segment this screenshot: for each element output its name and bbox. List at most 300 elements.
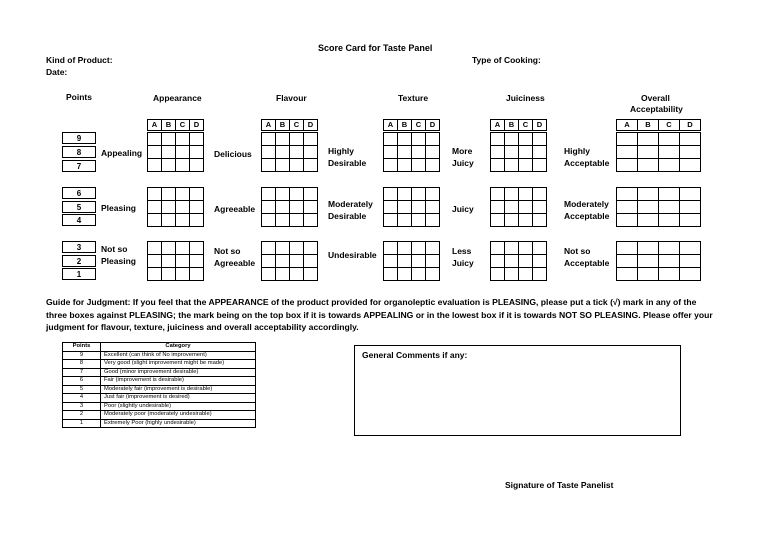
score-checkbox[interactable]: [491, 188, 505, 201]
score-checkbox[interactable]: [276, 242, 290, 255]
score-checkbox[interactable]: [680, 268, 701, 281]
score-checkbox[interactable]: [638, 159, 659, 172]
points-cell: 4: [63, 394, 101, 403]
point-3: 3: [62, 241, 96, 253]
score-checkbox[interactable]: [491, 255, 505, 268]
score-checkbox[interactable]: [262, 255, 276, 268]
category-column-header: Category: [101, 343, 256, 352]
score-checkbox[interactable]: [426, 146, 440, 159]
score-checkbox[interactable]: [412, 268, 426, 281]
score-checkbox[interactable]: [426, 214, 440, 227]
score-checkbox[interactable]: [176, 201, 190, 214]
category-cell: Poor (slightly undesirable): [101, 402, 256, 411]
score-checkbox[interactable]: [426, 201, 440, 214]
score-checkbox[interactable]: [262, 146, 276, 159]
score-checkbox[interactable]: [276, 133, 290, 146]
point-8: 8: [62, 146, 96, 158]
texture-score-grid-band-2: [383, 187, 440, 227]
category-cell: Good (minor improvement desirable): [101, 368, 256, 377]
score-checkbox[interactable]: [505, 201, 519, 214]
points-column-header: Points: [63, 343, 101, 352]
score-checkbox[interactable]: [680, 159, 701, 172]
score-checkbox[interactable]: [533, 268, 547, 281]
point-7: 7: [62, 160, 96, 172]
score-checkbox[interactable]: [617, 188, 638, 201]
flavour-subheader: [261, 119, 318, 131]
category-cell: Extremely Poor (highly undesirable): [101, 419, 256, 428]
score-checkbox[interactable]: [505, 146, 519, 159]
score-checkbox[interactable]: [398, 255, 412, 268]
score-checkbox[interactable]: [162, 201, 176, 214]
score-checkbox[interactable]: [491, 201, 505, 214]
guide-line-2: three boxes against PLEASING; the mark being on the top box if it is towards APPEALING or in the lowest box if it is towards NOT SO PLEASING. Please offer your: [46, 309, 713, 320]
subcol-b: B: [398, 120, 412, 131]
score-checkbox[interactable]: [148, 188, 162, 201]
score-checkbox[interactable]: [148, 242, 162, 255]
score-checkbox[interactable]: [638, 133, 659, 146]
score-checkbox[interactable]: [162, 214, 176, 227]
score-checkbox[interactable]: [262, 214, 276, 227]
score-checkbox[interactable]: [162, 242, 176, 255]
points-cell: 3: [63, 402, 101, 411]
score-checkbox[interactable]: [533, 159, 547, 172]
score-checkbox[interactable]: [176, 242, 190, 255]
score-checkbox[interactable]: [190, 201, 204, 214]
score-checkbox[interactable]: [412, 133, 426, 146]
score-checkbox[interactable]: [262, 159, 276, 172]
score-checkbox[interactable]: [519, 159, 533, 172]
score-checkbox[interactable]: [638, 214, 659, 227]
score-checkbox[interactable]: [638, 188, 659, 201]
score-checkbox[interactable]: [162, 255, 176, 268]
score-checkbox[interactable]: [290, 146, 304, 159]
juiciness-header: Juiciness: [506, 93, 545, 103]
texture-band-2-label-line1: Moderately: [328, 199, 373, 209]
score-checkbox[interactable]: [412, 201, 426, 214]
subcol-d: D: [533, 120, 547, 131]
score-checkbox[interactable]: [426, 268, 440, 281]
overall-band-2-label-line1: Moderately: [564, 199, 609, 209]
texture-score-grid-band-3: [383, 241, 440, 281]
score-checkbox[interactable]: [190, 268, 204, 281]
overall-band-3-label-line1: Not so: [564, 246, 591, 256]
flavour-score-grid-band-3: [261, 241, 318, 281]
overall-score-grid-band-3: [616, 241, 701, 281]
texture-band-3-label: Undesirable: [328, 250, 377, 260]
table-row: [63, 411, 256, 420]
score-checkbox[interactable]: [638, 146, 659, 159]
score-checkbox[interactable]: [519, 201, 533, 214]
score-checkbox[interactable]: [491, 268, 505, 281]
score-checkbox[interactable]: [519, 214, 533, 227]
table-row: [63, 402, 256, 411]
category-cell: Very good (slight improvement might be made): [101, 360, 256, 369]
subcol-a: A: [491, 120, 505, 131]
score-checkbox[interactable]: [398, 146, 412, 159]
juiciness-band-1-label-line1: More: [452, 146, 473, 156]
score-checkbox[interactable]: [398, 268, 412, 281]
score-checkbox[interactable]: [290, 201, 304, 214]
score-checkbox[interactable]: [638, 255, 659, 268]
score-checkbox[interactable]: [276, 146, 290, 159]
flavour-band-2-label: Agreeable: [214, 204, 256, 214]
score-checkbox[interactable]: [304, 201, 318, 214]
overall-band-2-label-line2: Acceptable: [564, 211, 610, 221]
points-cell: 5: [63, 385, 101, 394]
subcol-a: A: [148, 120, 162, 131]
point-1: 1: [62, 268, 96, 280]
score-checkbox[interactable]: [190, 255, 204, 268]
subcol-d: D: [680, 120, 701, 131]
subcol-c: C: [176, 120, 190, 131]
texture-header: Texture: [398, 93, 429, 103]
points-cell: 6: [63, 377, 101, 386]
score-checkbox[interactable]: [176, 159, 190, 172]
score-checkbox[interactable]: [190, 188, 204, 201]
score-checkbox[interactable]: [398, 214, 412, 227]
flavour-score-grid-band-1: [261, 132, 318, 172]
score-checkbox[interactable]: [617, 255, 638, 268]
score-checkbox[interactable]: [384, 146, 398, 159]
score-checkbox[interactable]: [638, 242, 659, 255]
score-checkbox[interactable]: [412, 255, 426, 268]
subcol-b: B: [162, 120, 176, 131]
score-checkbox[interactable]: [176, 268, 190, 281]
score-checkbox[interactable]: [533, 214, 547, 227]
subcol-c: C: [659, 120, 680, 131]
score-checkbox[interactable]: [505, 268, 519, 281]
general-comments-box[interactable]: [354, 345, 681, 436]
score-checkbox[interactable]: [505, 159, 519, 172]
score-checkbox[interactable]: [176, 146, 190, 159]
score-checkbox[interactable]: [491, 214, 505, 227]
overall-subheader: [616, 119, 701, 131]
score-checkbox[interactable]: [617, 201, 638, 214]
score-checkbox[interactable]: [384, 133, 398, 146]
category-cell: Moderately fair (improvement is desirable): [101, 385, 256, 394]
point-6: 6: [62, 187, 96, 199]
flavour-band-3-label-line2: Agreeable: [214, 258, 256, 268]
point-2: 2: [62, 255, 96, 267]
juiciness-score-grid-band-2: [490, 187, 547, 227]
score-checkbox[interactable]: [162, 188, 176, 201]
score-checkbox[interactable]: [148, 133, 162, 146]
subcol-a: A: [262, 120, 276, 131]
score-checkbox[interactable]: [304, 159, 318, 172]
score-checkbox[interactable]: [617, 133, 638, 146]
texture-band-1-label-line1: Highly: [328, 146, 354, 156]
points-cell: 7: [63, 368, 101, 377]
score-checkbox[interactable]: [262, 188, 276, 201]
texture-subheader: [383, 119, 440, 131]
score-checkbox[interactable]: [398, 201, 412, 214]
score-checkbox[interactable]: [190, 146, 204, 159]
juiciness-subheader: [490, 119, 547, 131]
points-cell: 9: [63, 351, 101, 360]
score-checkbox[interactable]: [162, 268, 176, 281]
score-checkbox[interactable]: [304, 214, 318, 227]
score-checkbox[interactable]: [384, 201, 398, 214]
score-checkbox[interactable]: [398, 133, 412, 146]
score-checkbox[interactable]: [290, 255, 304, 268]
points-category-table: [62, 342, 256, 428]
score-checkbox[interactable]: [384, 214, 398, 227]
appearance-header: Appearance: [153, 93, 202, 103]
score-checkbox[interactable]: [276, 214, 290, 227]
score-checkbox[interactable]: [426, 133, 440, 146]
texture-band-2-label-line2: Desirable: [328, 211, 367, 221]
flavour-score-grid-band-2: [261, 187, 318, 227]
score-checkbox[interactable]: [426, 159, 440, 172]
score-checkbox[interactable]: [491, 133, 505, 146]
score-checkbox[interactable]: [162, 159, 176, 172]
score-checkbox[interactable]: [680, 242, 701, 255]
score-checkbox[interactable]: [617, 242, 638, 255]
score-checkbox[interactable]: [162, 133, 176, 146]
score-checkbox[interactable]: [659, 255, 680, 268]
score-checkbox[interactable]: [304, 255, 318, 268]
table-row: [63, 360, 256, 369]
points-cell: 2: [63, 411, 101, 420]
subcol-c: C: [519, 120, 533, 131]
score-checkbox[interactable]: [659, 188, 680, 201]
subcol-b: B: [276, 120, 290, 131]
texture-score-grid-band-1: [383, 132, 440, 172]
score-checkbox[interactable]: [412, 146, 426, 159]
score-checkbox[interactable]: [398, 188, 412, 201]
score-checkbox[interactable]: [426, 242, 440, 255]
score-checkbox[interactable]: [384, 255, 398, 268]
score-checkbox[interactable]: [617, 214, 638, 227]
score-checkbox[interactable]: [680, 201, 701, 214]
point-4: 4: [62, 214, 96, 226]
score-checkbox[interactable]: [659, 133, 680, 146]
score-checkbox[interactable]: [491, 242, 505, 255]
score-checkbox[interactable]: [148, 159, 162, 172]
score-checkbox[interactable]: [290, 188, 304, 201]
score-checkbox[interactable]: [398, 242, 412, 255]
score-checkbox[interactable]: [176, 255, 190, 268]
score-checkbox[interactable]: [519, 146, 533, 159]
score-checkbox[interactable]: [176, 214, 190, 227]
flavour-band-3-label-line1: Not so: [214, 246, 241, 256]
table-row: [63, 419, 256, 428]
score-checkbox[interactable]: [304, 188, 318, 201]
score-checkbox[interactable]: [659, 214, 680, 227]
score-checkbox[interactable]: [638, 268, 659, 281]
score-checkbox[interactable]: [533, 146, 547, 159]
juiciness-band-2-label: Juicy: [452, 204, 474, 214]
overall-header-line1: Overall: [641, 93, 670, 103]
score-checkbox[interactable]: [190, 133, 204, 146]
table-row: [63, 351, 256, 360]
score-checkbox[interactable]: [148, 255, 162, 268]
score-checkbox[interactable]: [533, 188, 547, 201]
score-checkbox[interactable]: [617, 159, 638, 172]
subcol-c: C: [412, 120, 426, 131]
overall-band-3-label-line2: Acceptable: [564, 258, 610, 268]
appearance-band-3-label-line2: Pleasing: [101, 256, 136, 266]
score-checkbox[interactable]: [384, 268, 398, 281]
score-checkbox[interactable]: [276, 255, 290, 268]
score-checkbox[interactable]: [190, 159, 204, 172]
appearance-subheader: [147, 119, 204, 131]
score-checkbox[interactable]: [384, 159, 398, 172]
score-checkbox[interactable]: [276, 268, 290, 281]
score-checkbox[interactable]: [680, 255, 701, 268]
point-5: 5: [62, 201, 96, 213]
appearance-band-1-label: Appealing: [101, 148, 143, 158]
table-row: [63, 368, 256, 377]
score-checkbox[interactable]: [680, 214, 701, 227]
points-header: Points: [66, 92, 92, 102]
subcol-b: B: [638, 120, 659, 131]
score-checkbox[interactable]: [505, 255, 519, 268]
score-checkbox[interactable]: [276, 201, 290, 214]
score-checkbox[interactable]: [262, 201, 276, 214]
score-checkbox[interactable]: [276, 159, 290, 172]
score-checkbox[interactable]: [276, 188, 290, 201]
score-checkbox[interactable]: [680, 133, 701, 146]
signature-label: Signature of Taste Panelist: [505, 480, 614, 490]
subcol-d: D: [190, 120, 204, 131]
score-checkbox[interactable]: [190, 214, 204, 227]
score-checkbox[interactable]: [505, 214, 519, 227]
subcol-a: A: [617, 120, 638, 131]
score-checkbox[interactable]: [519, 255, 533, 268]
score-checkbox[interactable]: [262, 242, 276, 255]
score-checkbox[interactable]: [638, 201, 659, 214]
texture-band-1-label-line2: Desirable: [328, 158, 367, 168]
score-checkbox[interactable]: [290, 133, 304, 146]
flavour-band-1-label: Delicious: [214, 149, 252, 159]
score-checkbox[interactable]: [148, 201, 162, 214]
appearance-band-3-label-line1: Not so: [101, 244, 128, 254]
subcol-d: D: [426, 120, 440, 131]
score-checkbox[interactable]: [412, 242, 426, 255]
appearance-score-grid-band-2: [147, 187, 204, 227]
score-checkbox[interactable]: [290, 242, 304, 255]
overall-score-grid-band-1: [616, 132, 701, 172]
score-checkbox[interactable]: [533, 201, 547, 214]
score-checkbox[interactable]: [659, 201, 680, 214]
table-row: [63, 385, 256, 394]
score-checkbox[interactable]: [505, 242, 519, 255]
appearance-score-grid-band-3: [147, 241, 204, 281]
subcol-c: C: [290, 120, 304, 131]
subcol-a: A: [384, 120, 398, 131]
table-row: [63, 377, 256, 386]
score-checkbox[interactable]: [533, 242, 547, 255]
points-cell: 8: [63, 360, 101, 369]
points-cell: 1: [63, 419, 101, 428]
score-checkbox[interactable]: [519, 268, 533, 281]
overall-band-1-label-line2: Acceptable: [564, 158, 610, 168]
guide-line-3: judgment for flavour, texture, juiciness and overall acceptability accordingly.: [46, 322, 359, 332]
guide-line-1: Guide for Judgment: If you feel that the APPEARANCE of the product provided for organoleptic evaluation is PLEASING, please put a tick (√) mark in any of the: [46, 297, 697, 307]
score-checkbox[interactable]: [384, 242, 398, 255]
score-checkbox[interactable]: [505, 133, 519, 146]
score-checkbox[interactable]: [304, 146, 318, 159]
overall-header-line2: Acceptability: [630, 104, 683, 114]
score-checkbox[interactable]: [426, 188, 440, 201]
score-checkbox[interactable]: [519, 133, 533, 146]
type-of-cooking-label: Type of Cooking:: [472, 55, 541, 65]
page-title: Score Card for Taste Panel: [318, 43, 433, 53]
score-checkbox[interactable]: [412, 159, 426, 172]
score-checkbox[interactable]: [162, 146, 176, 159]
score-checkbox[interactable]: [617, 146, 638, 159]
score-checkbox[interactable]: [262, 268, 276, 281]
subcol-b: B: [505, 120, 519, 131]
score-checkbox[interactable]: [659, 146, 680, 159]
judgment-guide: [46, 296, 718, 334]
score-checkbox[interactable]: [617, 268, 638, 281]
score-checkbox[interactable]: [412, 214, 426, 227]
score-checkbox[interactable]: [148, 214, 162, 227]
score-checkbox[interactable]: [304, 242, 318, 255]
appearance-band-2-label: Pleasing: [101, 203, 136, 213]
score-checkbox[interactable]: [412, 188, 426, 201]
general-comments-label: General Comments if any:: [362, 350, 468, 360]
overall-score-grid-band-2: [616, 187, 701, 227]
juiciness-score-grid-band-3: [490, 241, 547, 281]
flavour-header: Flavour: [276, 93, 307, 103]
score-checkbox[interactable]: [176, 188, 190, 201]
category-cell: Fair (improvement is desirable): [101, 377, 256, 386]
score-checkbox[interactable]: [680, 188, 701, 201]
score-checkbox[interactable]: [290, 159, 304, 172]
score-checkbox[interactable]: [533, 133, 547, 146]
kind-of-product-label: Kind of Product:: [46, 55, 113, 65]
overall-band-1-label-line1: Highly: [564, 146, 590, 156]
score-checkbox[interactable]: [426, 255, 440, 268]
juiciness-band-3-label-line1: Less: [452, 246, 472, 256]
score-checkbox[interactable]: [176, 133, 190, 146]
score-checkbox[interactable]: [519, 188, 533, 201]
score-checkbox[interactable]: [659, 268, 680, 281]
category-cell: Just fair (improvement is desired): [101, 394, 256, 403]
category-cell: Moderately poor (moderately undesirable): [101, 411, 256, 420]
point-9: 9: [62, 132, 96, 144]
date-label: Date:: [46, 67, 68, 77]
score-checkbox[interactable]: [190, 242, 204, 255]
score-checkbox[interactable]: [384, 188, 398, 201]
score-checkbox[interactable]: [680, 146, 701, 159]
juiciness-score-grid-band-1: [490, 132, 547, 172]
score-checkbox[interactable]: [304, 268, 318, 281]
score-checkbox[interactable]: [398, 159, 412, 172]
category-cell: Excellent (can think of No improvement): [101, 351, 256, 360]
appearance-score-grid-band-1: [147, 132, 204, 172]
score-checkbox[interactable]: [290, 214, 304, 227]
table-row: [63, 394, 256, 403]
score-checkbox[interactable]: [290, 268, 304, 281]
score-checkbox[interactable]: [148, 146, 162, 159]
score-checkbox[interactable]: [505, 188, 519, 201]
score-checkbox[interactable]: [659, 242, 680, 255]
score-checkbox[interactable]: [262, 133, 276, 146]
score-checkbox[interactable]: [491, 146, 505, 159]
score-checkbox[interactable]: [519, 242, 533, 255]
score-checkbox[interactable]: [148, 268, 162, 281]
score-checkbox[interactable]: [659, 159, 680, 172]
score-checkbox[interactable]: [533, 255, 547, 268]
juiciness-band-1-label-line2: Juicy: [452, 158, 474, 168]
score-checkbox[interactable]: [304, 133, 318, 146]
juiciness-band-3-label-line2: Juicy: [452, 258, 474, 268]
score-checkbox[interactable]: [491, 159, 505, 172]
